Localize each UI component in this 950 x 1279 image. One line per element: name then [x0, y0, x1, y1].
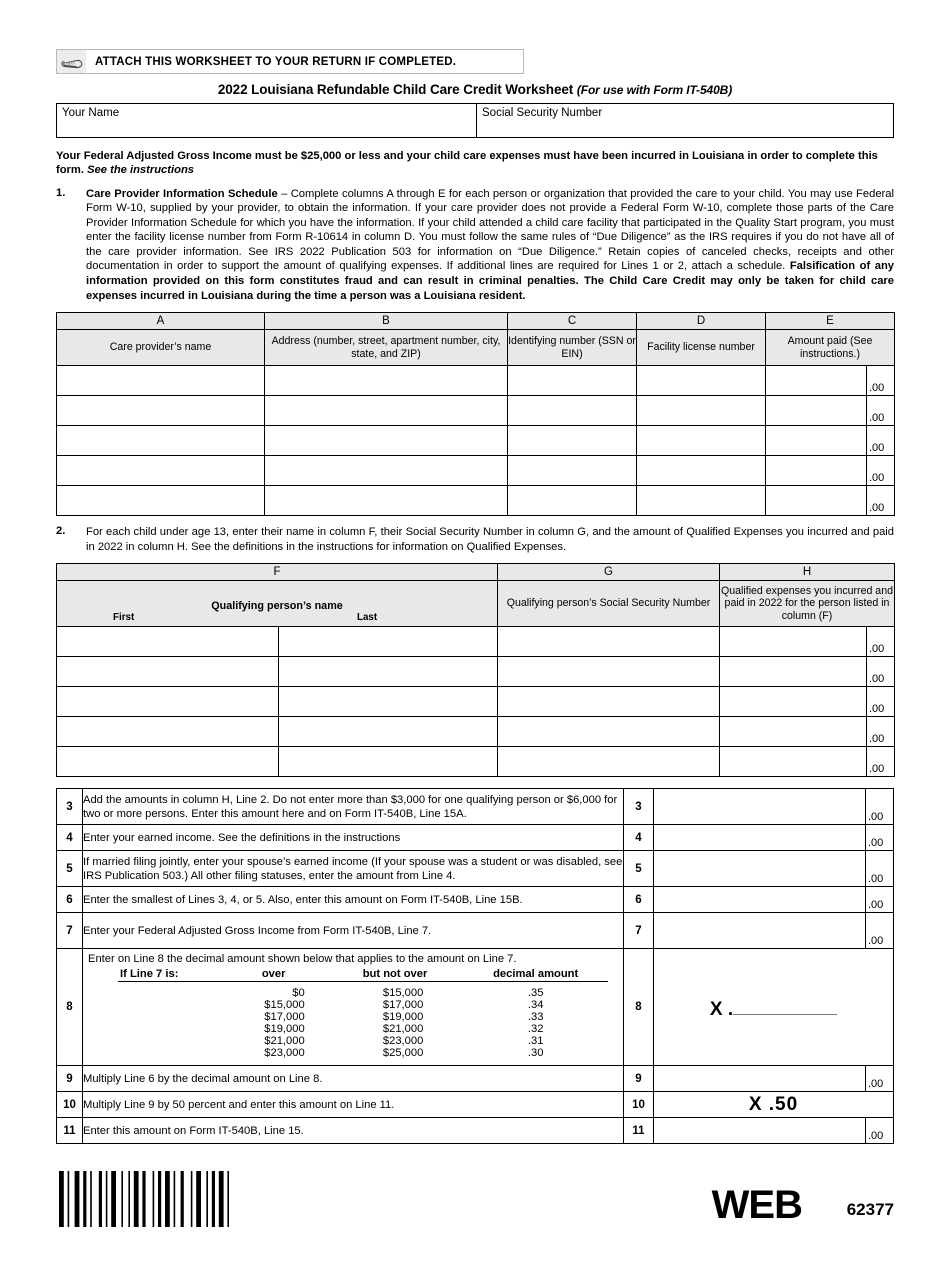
form-page — [0, 49, 950, 1279]
line-row — [57, 851, 894, 887]
provider-cell[interactable] — [508, 396, 637, 426]
decimal-row — [118, 1011, 608, 1023]
cents-marker: .00 — [865, 887, 893, 912]
provider-cell[interactable] — [265, 426, 508, 456]
qualifying-name-last-label: Last — [357, 612, 378, 624]
decimal-amount: .31 — [527, 1035, 544, 1048]
page-title-text: 2022 Louisiana Refundable Child Care Credit Worksheet — [217, 82, 574, 97]
decimal-prefix-text: X . — [709, 999, 734, 1021]
qualifying-cell[interactable] — [57, 687, 279, 717]
decimal-over: $19,000 — [264, 1023, 305, 1036]
identity-row — [56, 103, 894, 138]
decimal-col-header: over — [221, 968, 327, 982]
qualifying-cell[interactable] — [498, 717, 720, 747]
page-title-subtext: (For use with Form IT-540B) — [576, 83, 733, 97]
decimal-spacer — [118, 999, 221, 1011]
cents-marker: .00 — [865, 913, 893, 948]
line-amount-field[interactable] — [654, 913, 894, 949]
line-description: Add the amounts in column H, Line 2. Do not enter more than $3,000 for one qualifying person or $6,000 for two or more persons. Enter this amount here and on Form IT-540B, Line 15A. — [83, 789, 624, 825]
line-row — [57, 887, 894, 913]
col-header-identifying-number: Identifying number (SSN or EIN) — [508, 330, 637, 366]
qualifying-expense-cell[interactable] — [720, 627, 895, 657]
qualifying-header-row — [57, 581, 895, 627]
attach-notice-banner — [56, 49, 524, 74]
decimal-but-not-over: $19,000 — [382, 1011, 424, 1024]
decimal-row — [118, 1023, 608, 1035]
line-number: 9 — [57, 1066, 83, 1092]
line-row — [57, 1066, 894, 1092]
qualifying-cell[interactable] — [498, 747, 720, 777]
line-number: 4 — [57, 825, 83, 851]
qualifying-cell[interactable] — [279, 627, 498, 657]
line-amount-field[interactable] — [654, 851, 894, 887]
col-header-address: Address (number, street, apartment number, city, state, and ZIP) — [265, 330, 508, 366]
item-1-warning: Falsification of any information provided on this form constitutes fraud and can result in criminal penalties. The Child Care Credit may only be taken for child care expenses incurred in Louisiana during the time a person was a Louisiana resident. — [86, 260, 895, 302]
col-letter-c: C — [508, 313, 637, 330]
care-provider-letter-row — [57, 313, 895, 330]
table-row — [57, 366, 895, 396]
decimal-over: $0 — [292, 987, 305, 1000]
col-header-provider-name: Care provider’s name — [57, 330, 265, 366]
table-row — [57, 396, 895, 426]
line-description: Enter your earned income. See the definitions in the instructions — [83, 825, 624, 851]
provider-cell[interactable] — [637, 426, 766, 456]
col-letter-f: F — [57, 564, 498, 581]
ssn-label: Social Security Number — [482, 107, 603, 119]
table-row — [57, 456, 895, 486]
col-letter-b: B — [265, 313, 508, 330]
decimal-but-not-over: $23,000 — [382, 1035, 424, 1048]
qualifying-cell[interactable] — [279, 687, 498, 717]
decimal-amount-table — [118, 968, 608, 1059]
qualifying-name-first-label: First — [113, 612, 135, 624]
decimal-amount: .35 — [527, 987, 544, 1000]
decimal-but-not-over: $15,000 — [382, 987, 424, 1000]
qualifying-cell[interactable] — [57, 717, 279, 747]
col-letter-h: H — [720, 564, 895, 581]
fixed-multiplier: X .50 — [748, 1093, 799, 1115]
computation-lines-table — [56, 788, 894, 1144]
decimal-row — [118, 1047, 608, 1059]
cents-marker: .00 — [866, 687, 894, 716]
computation-lines-body — [57, 789, 894, 1144]
decimal-header-row — [118, 968, 608, 982]
line-row — [57, 1118, 894, 1144]
table-row — [57, 627, 895, 657]
web-label: WEB — [711, 1183, 802, 1227]
cents-marker: .00 — [866, 456, 894, 485]
decimal-entry-underline[interactable] — [733, 1014, 837, 1015]
line-description: Enter the smallest of Lines 3, 4, or 5. Also, enter this amount on Form IT-540B, Line 15B. — [83, 887, 624, 913]
line-number-box: 8 — [624, 949, 654, 1066]
line-amount-field[interactable] — [654, 887, 894, 913]
instruction-item-2 — [56, 525, 894, 554]
provider-cell[interactable] — [265, 486, 508, 516]
line-number-box: 7 — [624, 913, 654, 949]
line-amount-field[interactable] — [654, 1092, 894, 1118]
qualifying-cell[interactable] — [498, 627, 720, 657]
qualifying-person-rows — [57, 627, 895, 777]
qualifying-cell[interactable] — [498, 687, 720, 717]
provider-cell[interactable] — [265, 456, 508, 486]
decimal-over: $17,000 — [264, 1011, 305, 1024]
item-2-text: For each child under age 13, enter their name in column F, their Social Security Number in column G, and the amount of Qualified Expenses you incurred and paid in 2022 in column H. See the definitions in the instructions for information on Qualified Expenses. — [86, 526, 894, 553]
instruction-item-1 — [56, 187, 894, 304]
cents-marker: .00 — [865, 789, 893, 824]
item-1-number: 1. — [56, 186, 66, 199]
col-header-facility-license: Facility license number — [637, 330, 766, 366]
cents-marker: .00 — [865, 1066, 893, 1091]
line-number-box: 6 — [624, 887, 654, 913]
item-2-number: 2. — [56, 525, 66, 538]
line-row-8 — [57, 949, 894, 1066]
decimal-spacer — [118, 1023, 221, 1035]
decimal-col-header: decimal amount — [463, 968, 608, 982]
line-row — [57, 913, 894, 949]
provider-cell[interactable] — [508, 486, 637, 516]
cents-marker: .00 — [865, 851, 893, 886]
decimal-spacer — [118, 1047, 221, 1059]
table-row — [57, 747, 895, 777]
provider-cell[interactable] — [637, 456, 766, 486]
eligibility-notice-text: Your Federal Adjusted Gross Income must be $25,000 or less and your child care expenses must have been incurred in Louisiana in order to complete this form. — [56, 150, 878, 177]
line-description: Multiply Line 9 by 50 percent and enter this amount on Line 11. — [83, 1092, 624, 1118]
provider-cell[interactable] — [508, 456, 637, 486]
line-number: 7 — [57, 913, 83, 949]
care-provider-header-row — [57, 330, 895, 366]
decimal-spacer — [118, 982, 221, 1000]
decimal-entry-prefix — [654, 993, 893, 1021]
line-number: 8 — [57, 949, 83, 1066]
qualifying-expense-cell[interactable] — [720, 747, 895, 777]
qualifying-expense-cell[interactable] — [720, 717, 895, 747]
page-footer — [56, 1169, 894, 1239]
line-description: If married filing jointly, enter your spouse’s earned income (If your spouse was a student or was disabled, see IRS Publication 503.) All other filing statuses, enter the amount from Line 4. — [83, 851, 624, 887]
cents-marker: .00 — [865, 825, 893, 850]
line-description: Enter this amount on Form IT-540B, Line 15. — [83, 1118, 624, 1144]
eligibility-notice — [56, 149, 894, 178]
decimal-over: $23,000 — [264, 1047, 305, 1060]
item-1-lead: Care Provider Information Schedule — [86, 187, 278, 200]
cents-marker: .00 — [866, 657, 894, 686]
line-row — [57, 1092, 894, 1118]
ssn-field[interactable] — [477, 104, 893, 137]
line-description: Multiply Line 6 by the decimal amount on Line 8. — [83, 1066, 624, 1092]
line-number-box: 9 — [624, 1066, 654, 1092]
decimal-but-not-over: $17,000 — [382, 999, 424, 1012]
cents-marker: .00 — [866, 486, 894, 515]
decimal-amount: .34 — [527, 999, 544, 1012]
provider-amount-cell[interactable] — [766, 396, 895, 426]
decimal-amount: .30 — [527, 1047, 544, 1060]
line-number: 5 — [57, 851, 83, 887]
decimal-col-header: but not over — [327, 968, 464, 982]
col-header-qualifying-ssn: Qualifying person’s Social Security Number — [498, 581, 720, 627]
your-name-label: Your Name — [62, 107, 120, 119]
decimal-row — [118, 999, 608, 1011]
qualifying-person-table — [56, 563, 895, 777]
line-amount-field[interactable] — [654, 1066, 894, 1092]
col-letter-a: A — [57, 313, 265, 330]
provider-cell[interactable] — [265, 366, 508, 396]
qualifying-cell[interactable] — [57, 627, 279, 657]
line-row — [57, 789, 894, 825]
attach-notice-text: ATTACH THIS WORKSHEET TO YOUR RETURN IF COMPLETED. — [95, 55, 457, 68]
qualifying-name-title: Qualifying person’s name — [211, 599, 343, 612]
page-title — [56, 82, 894, 97]
cents-marker: .00 — [866, 627, 894, 656]
decimal-over: $21,000 — [264, 1035, 305, 1048]
col-header-qualifying-name — [57, 581, 498, 627]
your-name-field[interactable] — [57, 104, 477, 137]
provider-amount-cell[interactable] — [766, 426, 895, 456]
cents-marker: .00 — [866, 366, 894, 395]
decimal-col-header: If Line 7 is: — [118, 968, 221, 982]
line-number-box: 5 — [624, 851, 654, 887]
provider-cell[interactable] — [265, 396, 508, 426]
cents-marker: .00 — [866, 396, 894, 425]
qualifying-letter-row — [57, 564, 895, 581]
provider-cell[interactable] — [637, 486, 766, 516]
item-1-text — [86, 187, 894, 304]
decimal-amount: .32 — [527, 1023, 544, 1036]
line-8-lead-text: Enter on Line 8 the decimal amount shown below that applies to the amount on Line 7. — [88, 953, 517, 966]
provider-amount-cell[interactable] — [766, 366, 895, 396]
decimal-spacer — [118, 1011, 221, 1023]
col-letter-e: E — [766, 313, 895, 330]
line-amount-field[interactable] — [654, 1118, 894, 1144]
provider-cell[interactable] — [508, 426, 637, 456]
line-number-box: 10 — [624, 1092, 654, 1118]
form-number: 62377 — [846, 1200, 894, 1219]
cents-marker: .00 — [866, 747, 894, 776]
line-amount-field[interactable] — [654, 789, 894, 825]
decimal-row — [118, 1035, 608, 1047]
col-header-qualified-expenses: Qualified expenses you incurred and paid in 2022 for the person listed in column (F) — [720, 581, 895, 627]
cents-marker: .00 — [866, 426, 894, 455]
cents-marker: .00 — [866, 717, 894, 746]
line-number: 6 — [57, 887, 83, 913]
qualifying-cell[interactable] — [57, 657, 279, 687]
eligibility-notice-italic: See the instructions — [87, 164, 195, 177]
line-8-decimal-table — [83, 949, 624, 1066]
qualifying-cell[interactable] — [498, 657, 720, 687]
table-row — [57, 657, 895, 687]
line-number: 3 — [57, 789, 83, 825]
col-letter-g: G — [498, 564, 720, 581]
qualifying-expense-cell[interactable] — [720, 687, 895, 717]
care-provider-table — [56, 312, 895, 516]
table-row — [57, 687, 895, 717]
provider-cell[interactable] — [57, 486, 265, 516]
line-8-decimal-field[interactable] — [654, 949, 894, 1066]
decimal-row — [118, 982, 608, 1000]
line-number-box: 3 — [624, 789, 654, 825]
table-row — [57, 426, 895, 456]
col-letter-d: D — [637, 313, 766, 330]
decimal-amount: .33 — [527, 1011, 544, 1024]
decimal-but-not-over: $21,000 — [382, 1023, 424, 1036]
decimal-spacer — [118, 1035, 221, 1047]
provider-amount-cell[interactable] — [766, 456, 895, 486]
provider-cell[interactable] — [57, 396, 265, 426]
line-row — [57, 825, 894, 851]
qualifying-cell[interactable] — [57, 747, 279, 777]
provider-cell[interactable] — [637, 396, 766, 426]
qualifying-cell[interactable] — [279, 657, 498, 687]
decimal-over: $15,000 — [264, 999, 305, 1012]
paperclip-icon — [57, 50, 86, 73]
barcode — [56, 1169, 234, 1231]
provider-cell[interactable] — [57, 426, 265, 456]
cents-marker: .00 — [865, 1118, 893, 1143]
line-amount-field[interactable] — [654, 825, 894, 851]
line-number: 10 — [57, 1092, 83, 1118]
line-number-box: 4 — [624, 825, 654, 851]
table-row — [57, 486, 895, 516]
qualifying-expense-cell[interactable] — [720, 657, 895, 687]
provider-cell[interactable] — [57, 456, 265, 486]
line-number: 11 — [57, 1118, 83, 1144]
col-header-amount-paid: Amount paid (See instructions.) — [766, 330, 895, 366]
table-row — [57, 717, 895, 747]
provider-cell[interactable] — [508, 366, 637, 396]
item-1-body: – Complete columns A through E for each person or organization that provided the care to your child. You may use Federal Form W-10, supplied by your provider, to obtain the information. If your care provider does not provide a Federal Form W-10, complete those parts of the Care Provider Information Schedule for which you have the information. If your child attended a child care facility that participated in the Quality Start program, you must enter the facility license number from Form R-10614 in column D. You must follow the same rules of “Due Diligence” as the IRS requires if you do not have all of the care provider information. See IRS 2022 Publication 503 for information on “Due Diligence.” Retain copies of canceled checks, receipts and other documentation in order to support the amount of qualifying expenses. If additional lines are required for Lines 1 or 2, attach a schedule. — [86, 187, 894, 273]
line-number-box: 11 — [624, 1118, 654, 1144]
care-provider-rows — [57, 366, 895, 516]
provider-amount-cell[interactable] — [766, 486, 895, 516]
line-description: Enter your Federal Adjusted Gross Income from Form IT-540B, Line 7. — [83, 913, 624, 949]
decimal-but-not-over: $25,000 — [382, 1047, 424, 1060]
qualifying-cell[interactable] — [279, 717, 498, 747]
provider-cell[interactable] — [57, 366, 265, 396]
provider-cell[interactable] — [637, 366, 766, 396]
qualifying-cell[interactable] — [279, 747, 498, 777]
